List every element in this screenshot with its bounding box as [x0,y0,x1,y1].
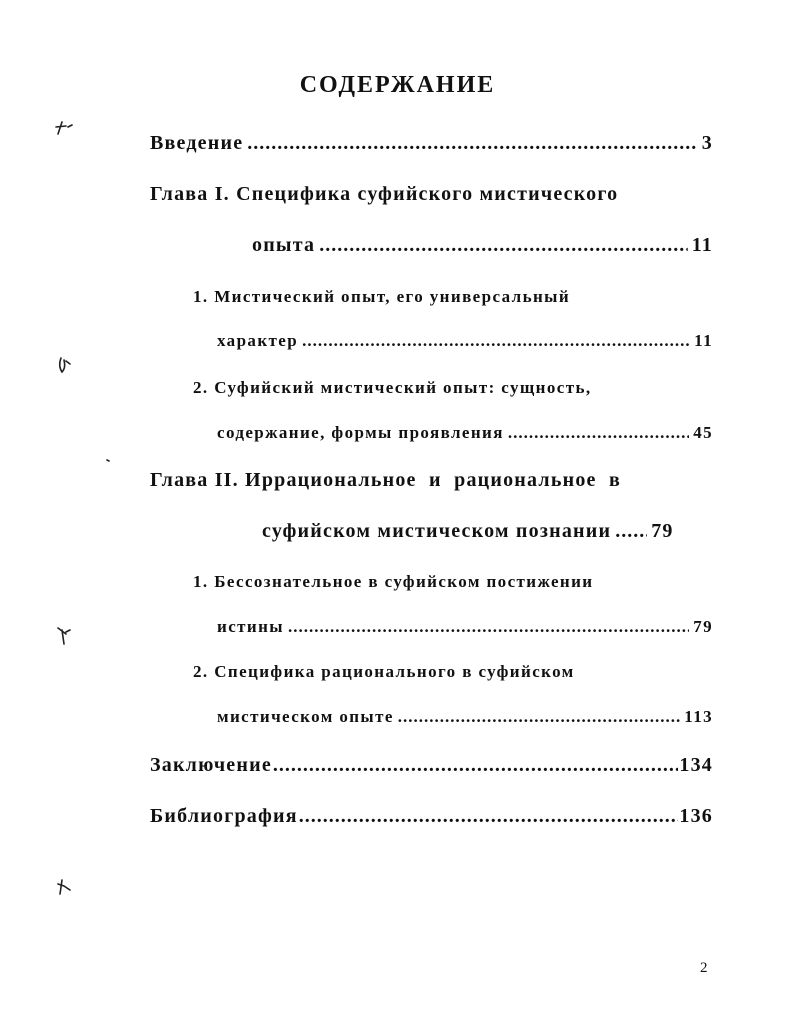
toc-entry-chapter-2: Глава II. Иррациональное и рациональное в [150,469,621,491]
toc-entry-text: содержание, формы проявления [217,423,504,442]
leader-dots [319,234,687,257]
toc-page-number: 134 [679,754,713,776]
toc-page-number: 79 [651,520,674,542]
toc-entry-chapter-1-cont [252,234,713,257]
leader-dots [302,331,690,351]
leader-dots [398,707,680,727]
toc-entry-section-1-2: 2. Суфийский мистический опыт: сущность, [193,378,592,397]
toc-entry-section-2-2-cont [217,707,713,727]
toc-entry-introduction [150,132,713,155]
toc-entry-section-2-1-cont [217,617,713,637]
toc-page-number: 79 [693,617,713,636]
leader-dots [247,132,698,155]
toc-entry-conclusion [150,754,713,777]
pen-mark [56,122,72,134]
toc-entry-bibliography [150,805,713,828]
toc-entry-section-2-1: 1. Бессознательное в суфийском постижении [193,572,594,591]
pen-mark [58,628,70,644]
toc-entry-text: Библиография [150,805,298,827]
toc-entry-text: Введение [150,132,244,154]
document-title: СОДЕРЖАНИЕ [299,72,496,98]
pen-mark [58,880,70,894]
toc-entry-section-1-2-cont [217,423,713,443]
toc-entry-chapter-1: Глава I. Специфика суфийского мистического [150,183,619,205]
leader-dots [299,805,679,828]
toc-entry-text: мистическом опыте [217,707,394,726]
toc-page-number: 45 [693,423,713,442]
toc-page-number: 11 [694,331,713,350]
toc-entry-text: опыта [252,234,316,256]
toc-entry-text: суфийском мистическом познании [262,520,612,542]
toc-page-number: 11 [691,234,713,256]
toc-entry-section-1-1: 1. Мистический опыт, его универсальный [193,287,571,306]
toc-entry-text: Заключение [150,754,272,776]
leader-dots [508,423,689,443]
toc-page-number: 3 [701,132,713,154]
toc-entry-text: характер [217,331,299,350]
toc-entry-section-1-1-cont [217,331,713,351]
toc-entry-section-2-2: 2. Специфика рационального в суфийском [193,662,575,681]
page-number: 2 [700,960,708,976]
leader-dots [615,520,647,543]
toc-entry-chapter-2-cont [262,520,713,543]
leader-dots [288,617,689,637]
leader-dots [273,754,678,777]
toc-entry-text: истины [217,617,284,636]
toc-page-number: 113 [684,707,713,726]
toc-page-number: 136 [679,805,713,827]
pen-mark [107,460,109,461]
pen-mark [60,358,70,372]
